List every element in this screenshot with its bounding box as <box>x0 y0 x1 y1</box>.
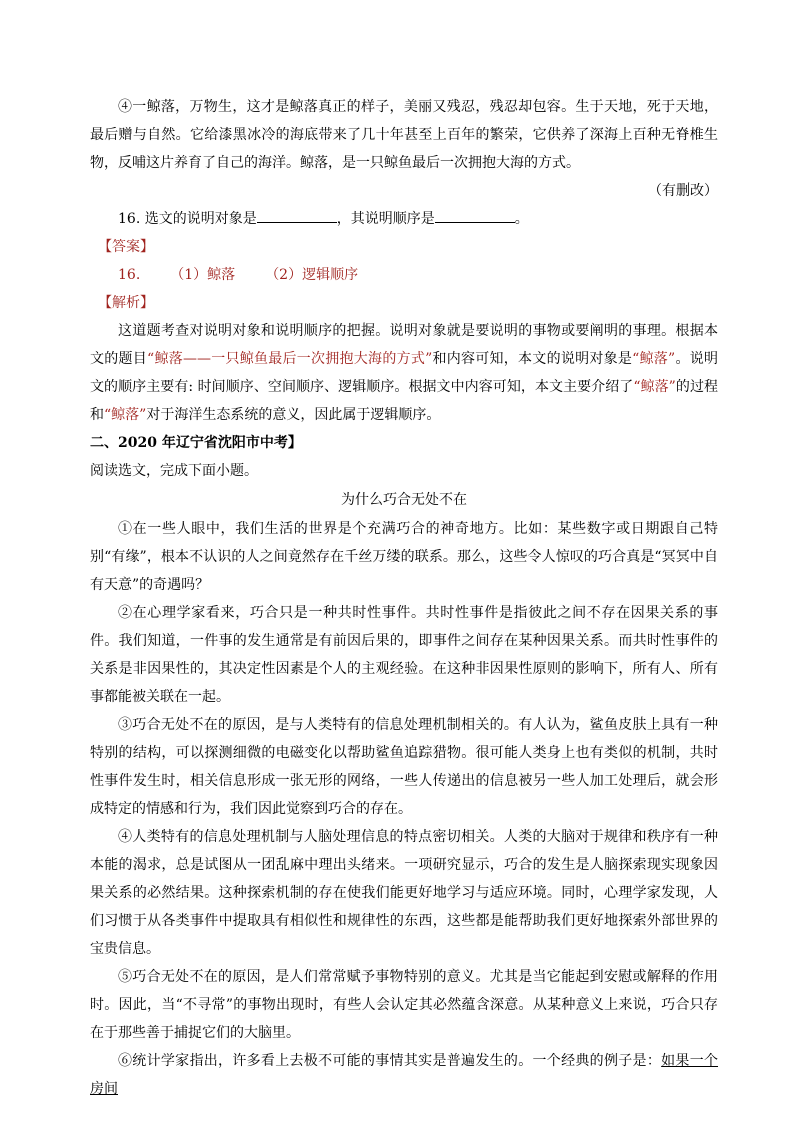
analysis-text <box>90 317 718 429</box>
analysis-seg-4: 的过程和 <box>90 379 718 423</box>
article-paragraph-2: ②在心理学家看来，巧合只是一种共时性事件。共时性事件是指彼此之间不存在因果关系的事件。我们知道，一件事的发生通常是有前因后果的，即事件之间存在某种因果关系。而共时性事件的关系是非因果性的，其决定性因素是个人的主观经验。在这种非因果性原则的影响下，所有人、所有事都能被关联在一起。 <box>90 605 718 705</box>
section-2-heading: 二、2020 年辽宁省沈阳市中考】 <box>90 435 302 451</box>
question-16 <box>90 205 718 233</box>
analysis-seg-2: 和内容可知，本文的说明对象是 <box>432 351 633 367</box>
answer-part-2: （2）逻辑顺序 <box>265 267 359 283</box>
article-paragraph-6-underlined: 如果一个房间 <box>90 1053 719 1097</box>
article-paragraph-1: ①在一些人眼中，我们生活的世界是个充满巧合的神奇地方。比如：某些数字或日期跟自己特别“有缘”，根本不认识的人之间竟然存在千丝万缕的联系。那么，这些令人惊叹的巧合真是“冥冥中自有天意”的奇遇吗？ <box>90 521 718 593</box>
analysis-quote-1: “鲸落——一只鲸鱼最后一次拥抱大海的方式” <box>147 351 433 367</box>
analysis-seg-5: 对于海洋生态系统的意义，因此属于逻辑顺序。 <box>146 407 441 423</box>
reading-instruction: 阅读选文，完成下面小题。 <box>90 463 258 479</box>
analysis-label: 【解析】 <box>98 295 154 311</box>
article-paragraph-6 <box>90 1047 718 1103</box>
analysis-quote-4: “鲸落” <box>104 407 147 423</box>
document-page <box>90 93 718 1103</box>
article-paragraph-5: ⑤巧合无处不在的原因，是人们常常赋予事物特别的意义。尤其是当它能起到安慰或解释的作用时。因此，当“不寻常”的事物出现时，有些人会认定其必然蕴含深意。从某种意义上来说，巧合只存在于那些善于捕捉它们的大脑里。 <box>90 969 718 1041</box>
article-paragraph-6-text: ⑥统计学家指出，许多看上去极不可能的事情其实是普遍发生的。一个经典的例子是： <box>118 1053 662 1069</box>
article-paragraph-3: ③巧合无处不在的原因，是与人类特有的信息处理机制相关的。有人认为，鲨鱼皮肤上具有一种特别的结构，可以探测细微的电磁变化以帮助鲨鱼追踪猎物。很可能人类身上也有类似的机制，共时性事件发生时，相关信息形成一张无形的网络，一些人传递出的信息被另一些人加工处理后，就会形成特定的情感和行为，我们因此觉察到巧合的存在。 <box>90 717 718 817</box>
analysis-seg-3: 。说明文的顺序主要有: 时间顺序、空间顺序、逻辑顺序。根据文中内容可知，本文主要介绍了 <box>90 351 718 395</box>
passage-paragraph-4: ④一鲸落，万物生，这才是鲸落真正的样子，美丽又残忍，残忍却包容。生于天地，死于天地，最后赠与自然。它给漆黑冰冷的海底带来了几十年甚至上百年的繁荣，它供养了深海上百种无脊椎生物，反哺这片养育了自己的海洋。鲸落，是一只鲸鱼最后一次拥抱大海的方式。 <box>90 99 718 171</box>
question-16-middle: ，其说明顺序是 <box>336 211 435 227</box>
analysis-quote-3: “鲸落” <box>633 379 676 395</box>
answer-label: 【答案】 <box>98 239 154 255</box>
answer-blank-2[interactable] <box>435 208 515 223</box>
article-paragraph-4: ④人类特有的信息处理机制与人脑处理信息的特点密切相关。人类的大脑对于规律和秩序有一种本能的渴求，总是试图从一团乱麻中理出头绪来。一项研究显示，巧合的发生是人脑探索现实现象因果关系的必然结果。这种探索机制的存在使我们能更好地学习与适应环境。同时，心理学家发现，人们习惯于从各类事件中提取具有相似性和规律性的东西，这些都是能帮助我们更好地探索外部世界的宝贵信息。 <box>90 829 718 957</box>
answer-num: 16. <box>118 267 141 283</box>
answer-blank-1[interactable] <box>257 208 337 223</box>
analysis-seg-1: 这道题考查对说明对象和说明顺序的把握。说明对象就是要说明的事物或要阐明的事理。根据本文的题目 <box>90 323 718 367</box>
article-title: 为什么巧合无处不在 <box>341 492 467 508</box>
question-16-suffix: 。 <box>514 211 529 227</box>
answer-part-1: （1）鲸落 <box>170 267 236 283</box>
answer-line <box>90 261 718 289</box>
analysis-quote-2: “鲸落” <box>632 351 676 367</box>
edit-note: （有删改） <box>648 183 718 199</box>
question-16-prefix: 16. 选文的说明对象是 <box>118 211 257 227</box>
